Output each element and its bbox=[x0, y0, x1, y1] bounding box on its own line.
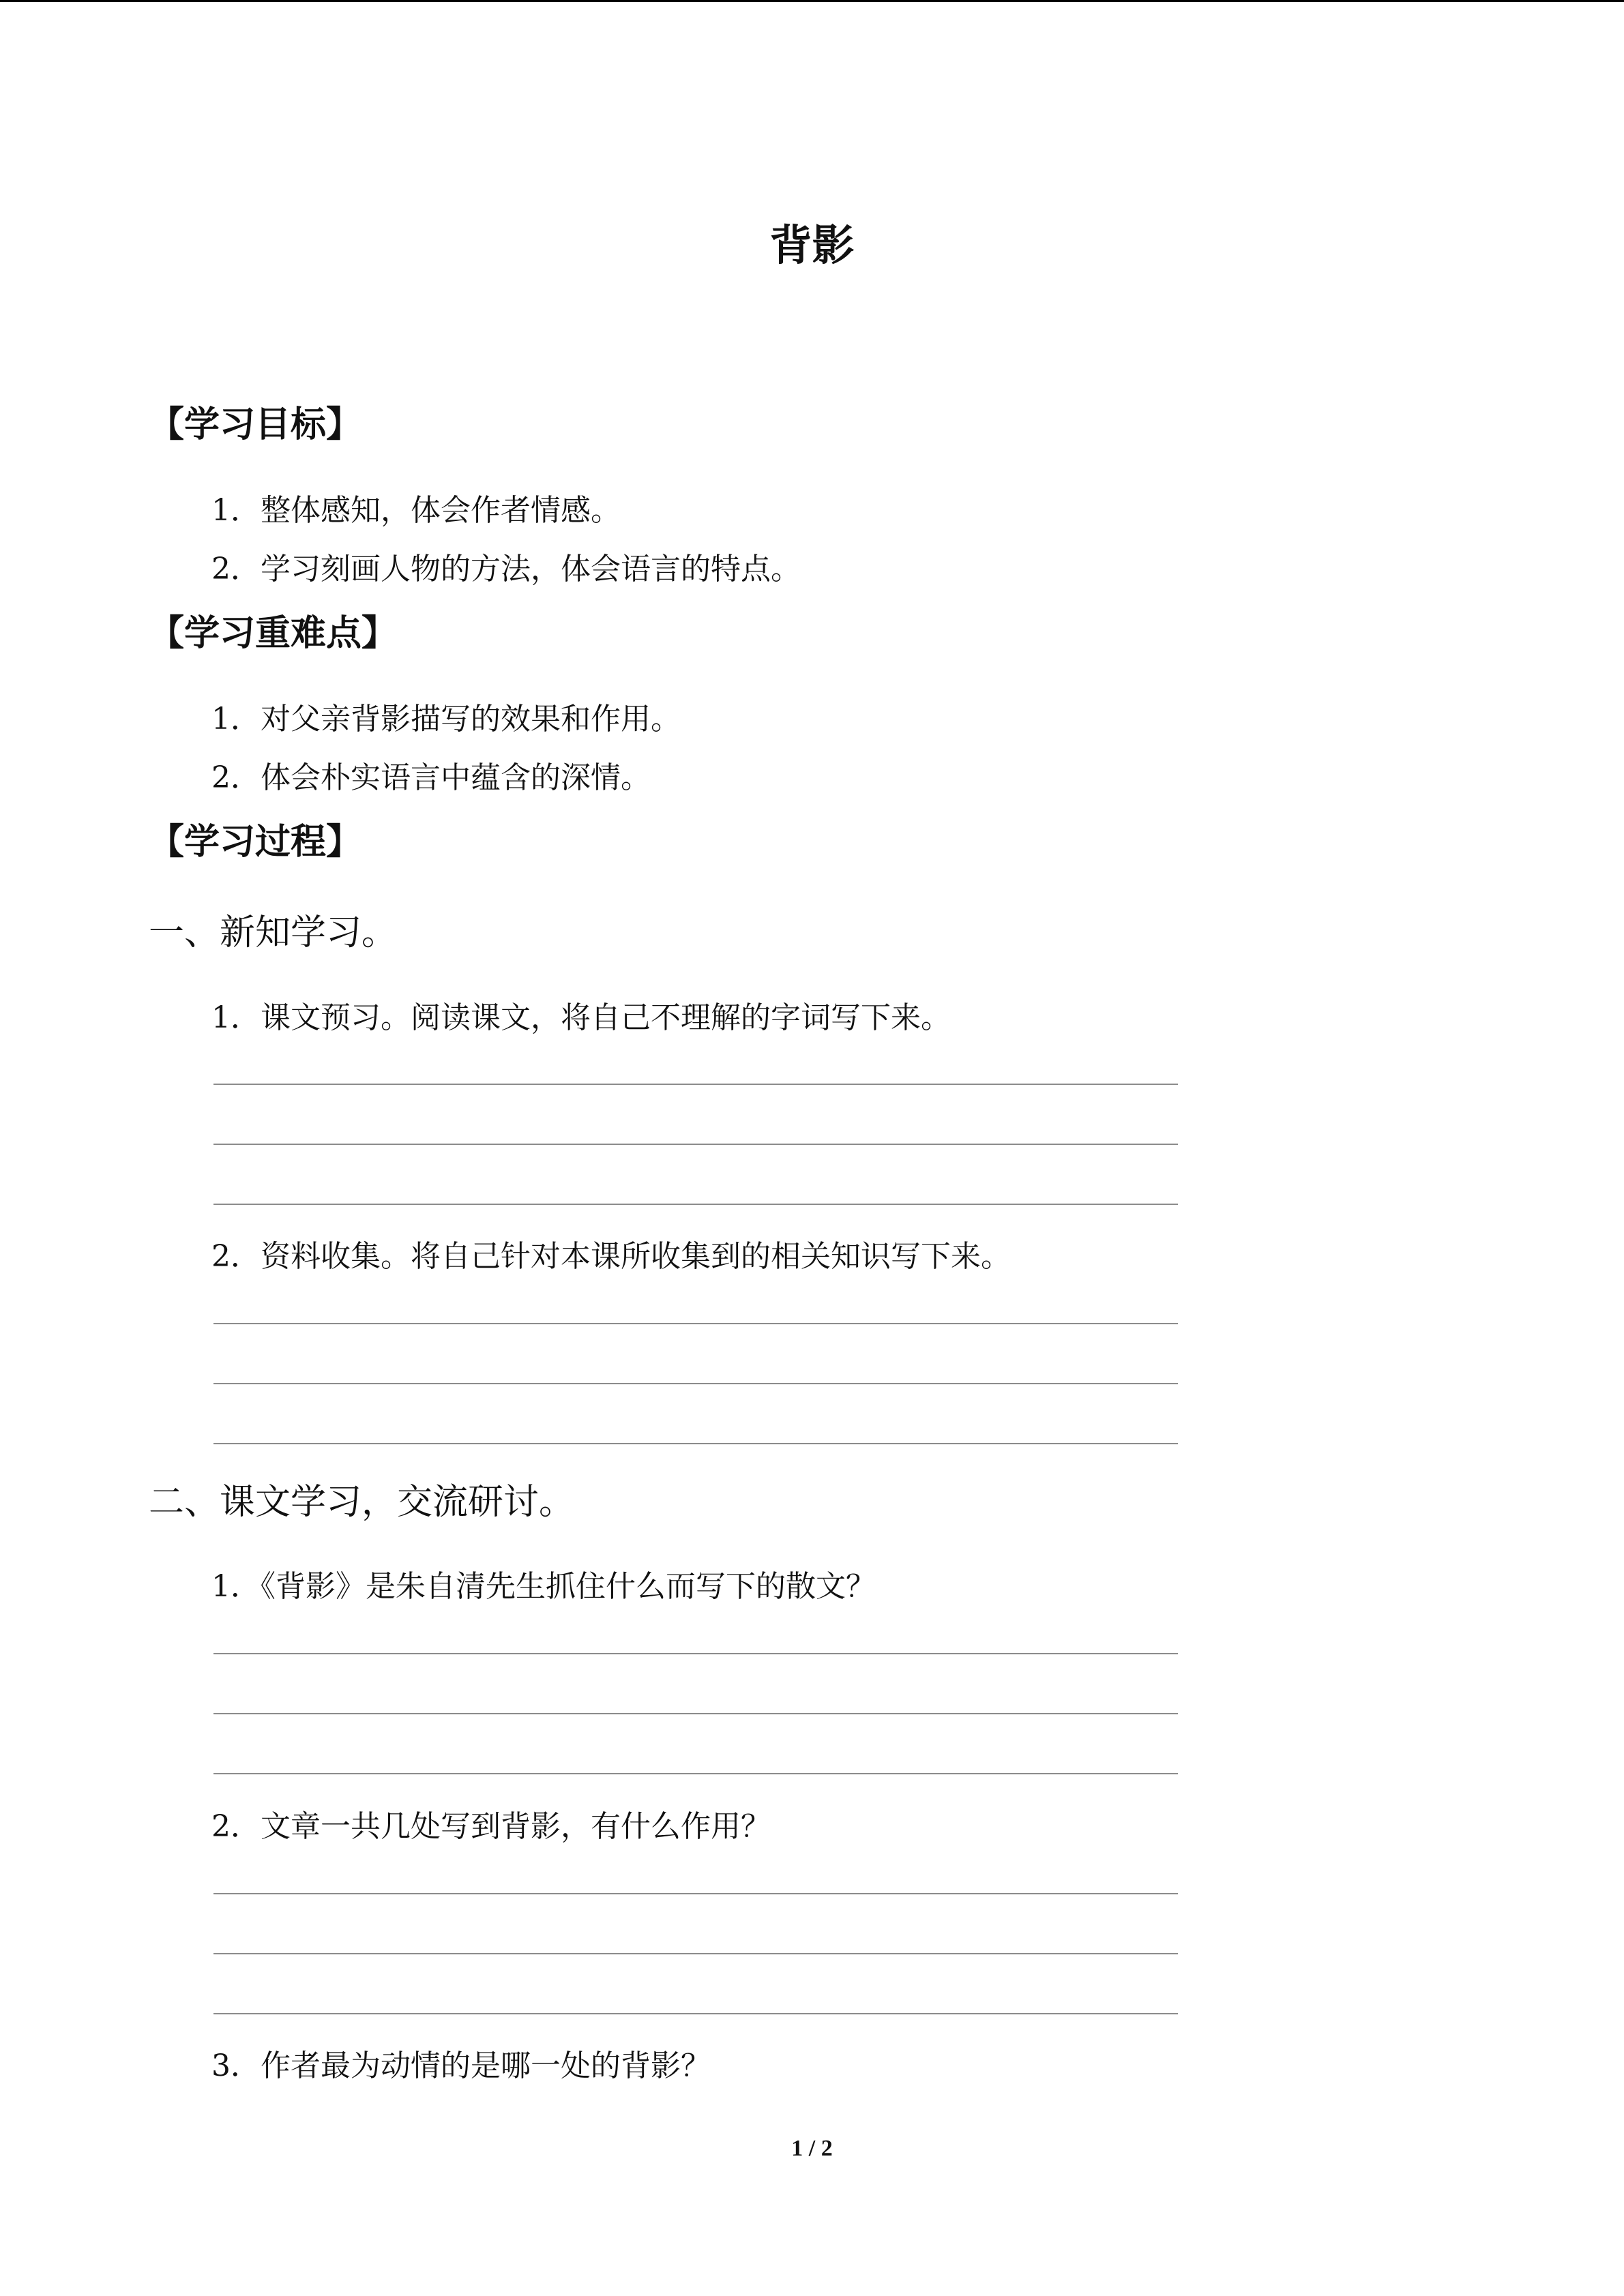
key-points-heading: 【学习重难点】 bbox=[149, 613, 398, 654]
part2-heading: 二、课文学习，交流研讨。 bbox=[149, 1482, 575, 1523]
answer-line[interactable] bbox=[213, 2013, 1178, 2014]
page-top-border bbox=[0, 0, 1624, 2]
objectives-heading: 【学习目标】 bbox=[149, 404, 362, 445]
part1-question-1: 1．课文预习。阅读课文，将自己不理解的字词写下来。 bbox=[211, 1000, 951, 1035]
document-title: 背影 bbox=[769, 220, 855, 270]
answer-line[interactable] bbox=[213, 1653, 1178, 1654]
answer-line[interactable] bbox=[213, 1953, 1178, 1954]
answer-line[interactable] bbox=[213, 1084, 1178, 1085]
answer-line[interactable] bbox=[213, 1713, 1178, 1714]
answer-line[interactable] bbox=[213, 1383, 1178, 1384]
objective-item-2: 2．学习刻画人物的方法，体会语言的特点。 bbox=[211, 552, 801, 586]
answer-line[interactable] bbox=[213, 1773, 1178, 1774]
part1-heading: 一、新知学习。 bbox=[149, 912, 398, 953]
answer-line[interactable] bbox=[213, 1443, 1178, 1444]
part1-question-2: 2．资料收集。将自己针对本课所收集到的相关知识写下来。 bbox=[211, 1239, 1011, 1274]
page-number: 1 / 2 bbox=[791, 2136, 833, 2161]
key-point-item-2: 2．体会朴实语言中蕴含的深情。 bbox=[211, 760, 651, 795]
part2-question-2: 2．文章一共几处写到背影，有什么作用？ bbox=[211, 1809, 771, 1844]
part2-question-1: 1．《背影》是朱自清先生抓住什么而写下的散文？ bbox=[211, 1569, 876, 1604]
answer-line[interactable] bbox=[213, 1204, 1178, 1205]
key-point-item-1: 1．对父亲背影描写的效果和作用。 bbox=[211, 702, 681, 736]
answer-line[interactable] bbox=[213, 1323, 1178, 1324]
process-heading: 【学习过程】 bbox=[149, 822, 362, 863]
answer-line[interactable] bbox=[213, 1144, 1178, 1145]
objective-item-1: 1．整体感知，体会作者情感。 bbox=[211, 493, 621, 528]
answer-line[interactable] bbox=[213, 1893, 1178, 1894]
part2-question-3: 3．作者最为动情的是哪一处的背影？ bbox=[211, 2048, 711, 2083]
